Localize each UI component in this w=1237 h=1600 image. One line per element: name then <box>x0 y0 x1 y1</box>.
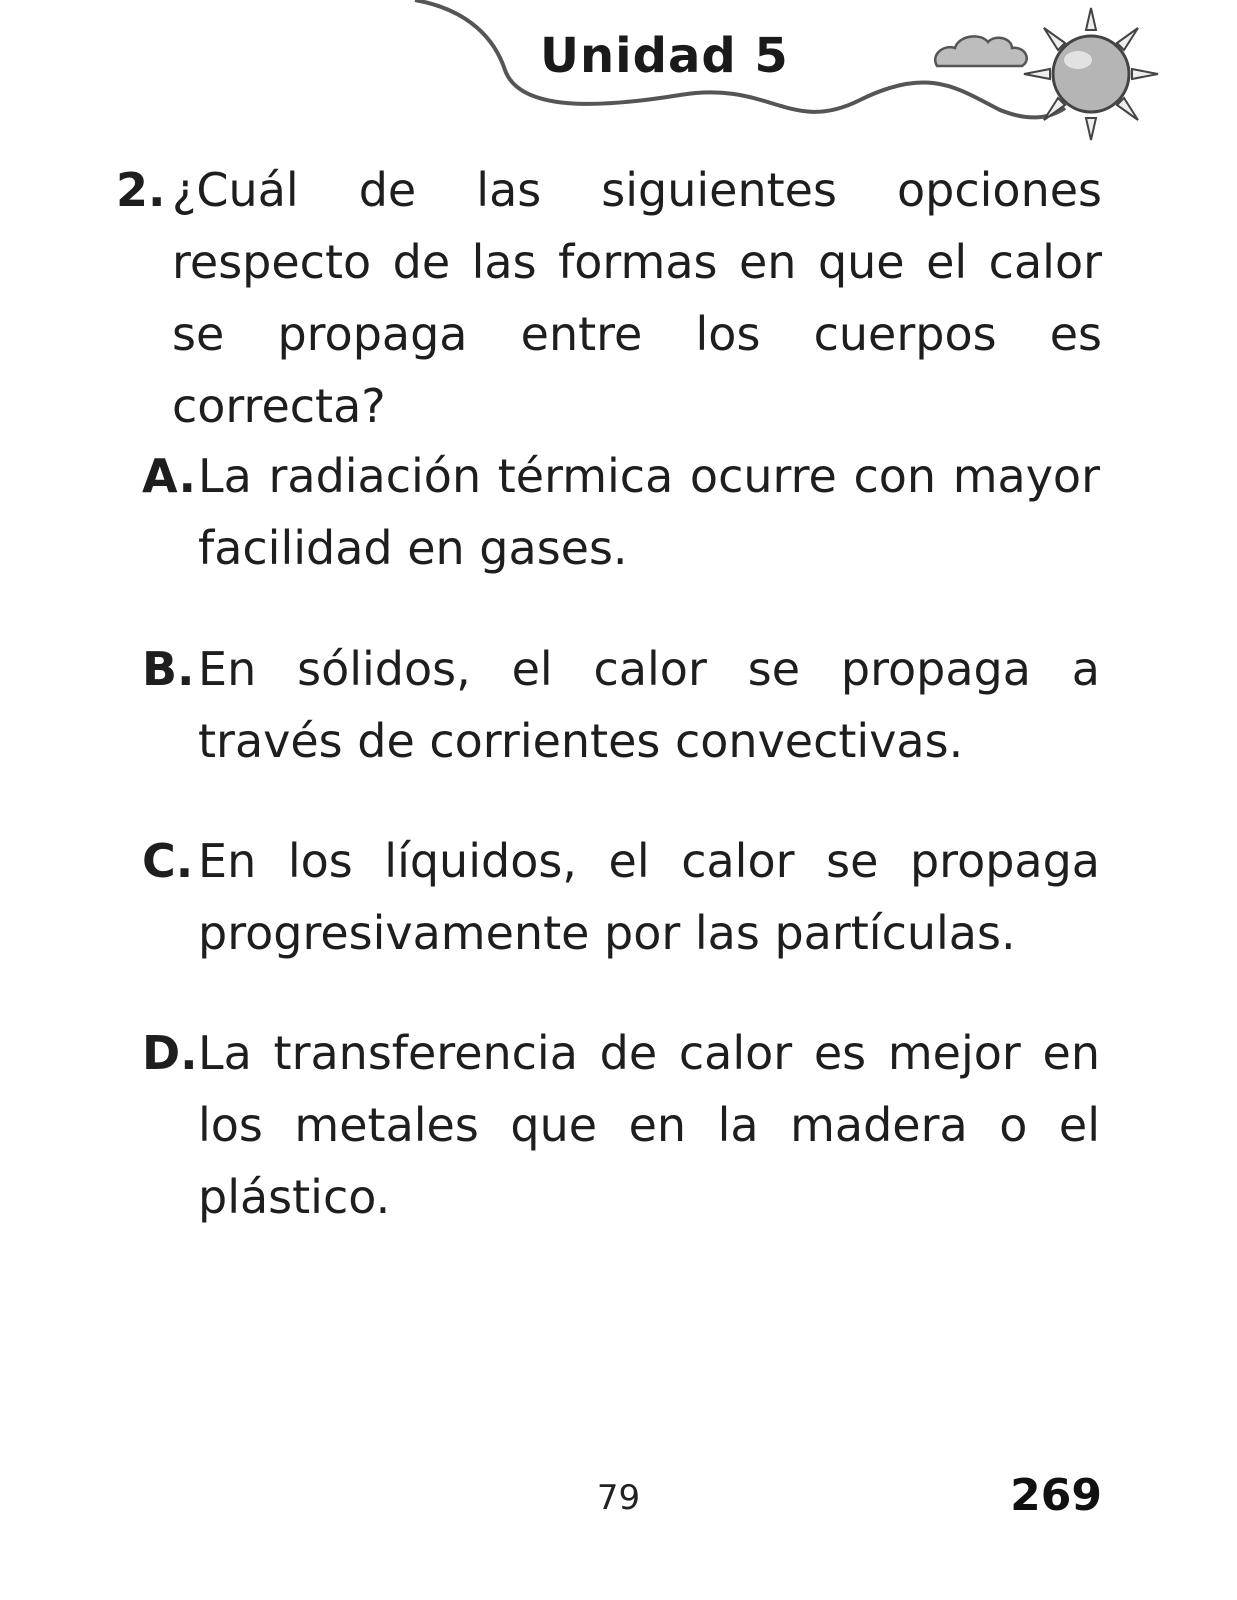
option-text: La transferencia de calor es mejor en los metales que en la madera o el plástico. <box>198 1026 1100 1224</box>
page-number-center: 79 <box>596 1478 641 1518</box>
unit-title: Unidad 5 <box>540 28 789 84</box>
option-letter: D. <box>142 1026 198 1080</box>
cloud-icon <box>935 36 1027 66</box>
question-text: ¿Cuál de las siguientes opciones respecto de las formas en que el calor se propaga entre los cuerpos es correcta? <box>172 163 1102 433</box>
question-number: 2. <box>116 163 166 217</box>
option-text: En los líquidos, el calor se propaga progresivamente por las partículas. <box>198 834 1100 960</box>
option-text: En sólidos, el calor se propaga a través de corrientes convectivas. <box>198 642 1100 768</box>
option-letter: B. <box>142 642 195 696</box>
option-letter: A. <box>142 449 196 503</box>
option-text: La radiación térmica ocurre con mayor facilidad en gases. <box>198 449 1100 575</box>
page-number-right: 269 <box>1010 1470 1102 1521</box>
sun-icon <box>1024 8 1158 140</box>
option-letter: C. <box>142 834 194 888</box>
